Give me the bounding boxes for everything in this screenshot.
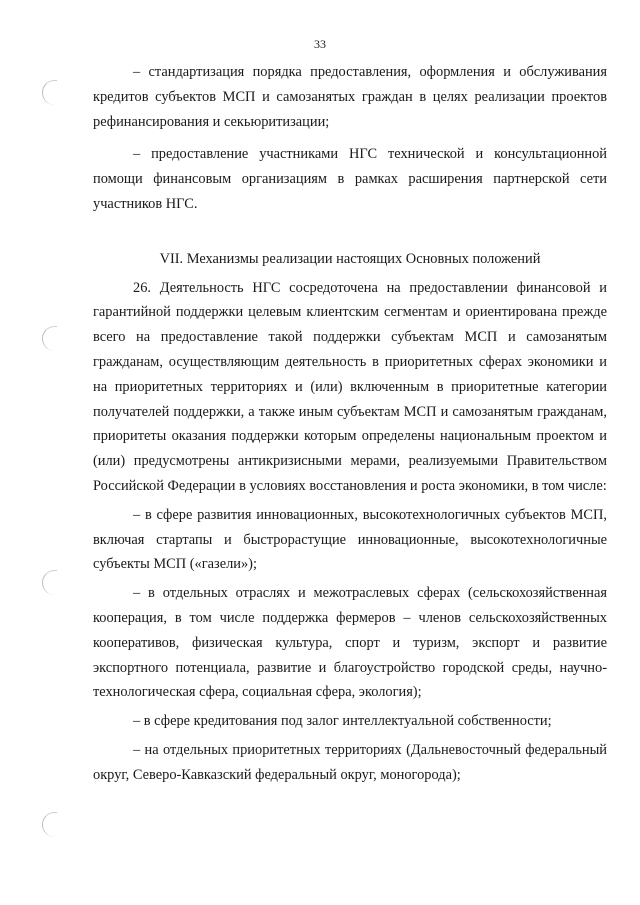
list-item: – в отдельных отраслях и межотраслевых сферах (сельскохозяйственная кооперация, в том числе поддержка фермеров – членов сельскохозяйственных кооперативов, физическая культура, спорт и туризм, экспорт и развитие экспортного потенциала, развитие и благоустройство городской среды, научно-технологическая сфера, социальная сфера, экология); [93,585,607,701]
binder-hole-mark [42,570,57,595]
list-item: – стандартизация порядка предоставления, оформления и обслуживания кредитов субъектов МСП и самозанятых граждан в целях реализации проектов рефинансирования и секьюритизации; [93,64,607,130]
paragraph-26: 26. Деятельность НГС сосредоточена на предоставлении финансовой и гарантийной поддержки целевым клиентским сегментам и ориентирована прежде всего на предоставление такой поддержки субъектам МСП и самозанятым гражданам, осуществляющим деятельность в приоритетных сферах экономики и на приоритетных территориях и (или) включенным в приоритетные категории получателей поддержки, а также иным субъектам МСП и самозанятым гражданам, приоритеты оказания поддержки которым определены национальным проектом и (или) предусмотрены антикризисными мерами, реализуемыми Правительством Российской Федерации в условиях восстановления и роста экономики, в том числе: [93,279,607,494]
list-item: – в сфере кредитования под залог интеллектуальной собственности; [133,713,552,730]
list-item: – предоставление участниками НГС технической и консультационной помощи финансовым организациям в рамках расширения партнерской сети участников НГС. [93,146,607,212]
list-item: – на отдельных приоритетных территориях (Дальневосточный федеральный округ, Северо-Кавказский федеральный округ, моногорода); [93,741,607,783]
list-item: – в сфере развития инновационных, высокотехнологичных субъектов МСП, включая стартапы и быстрорастущие инновационные, высокотехнологичные субъекты МСП («газели»); [93,506,607,573]
document-body [93,60,607,788]
binder-hole-mark [42,326,57,351]
binder-hole-mark [42,812,57,837]
section-heading: VII. Механизмы реализации настоящих Основных положений [159,250,541,267]
page-number: 33 [314,37,326,51]
binder-hole-mark [42,80,57,105]
